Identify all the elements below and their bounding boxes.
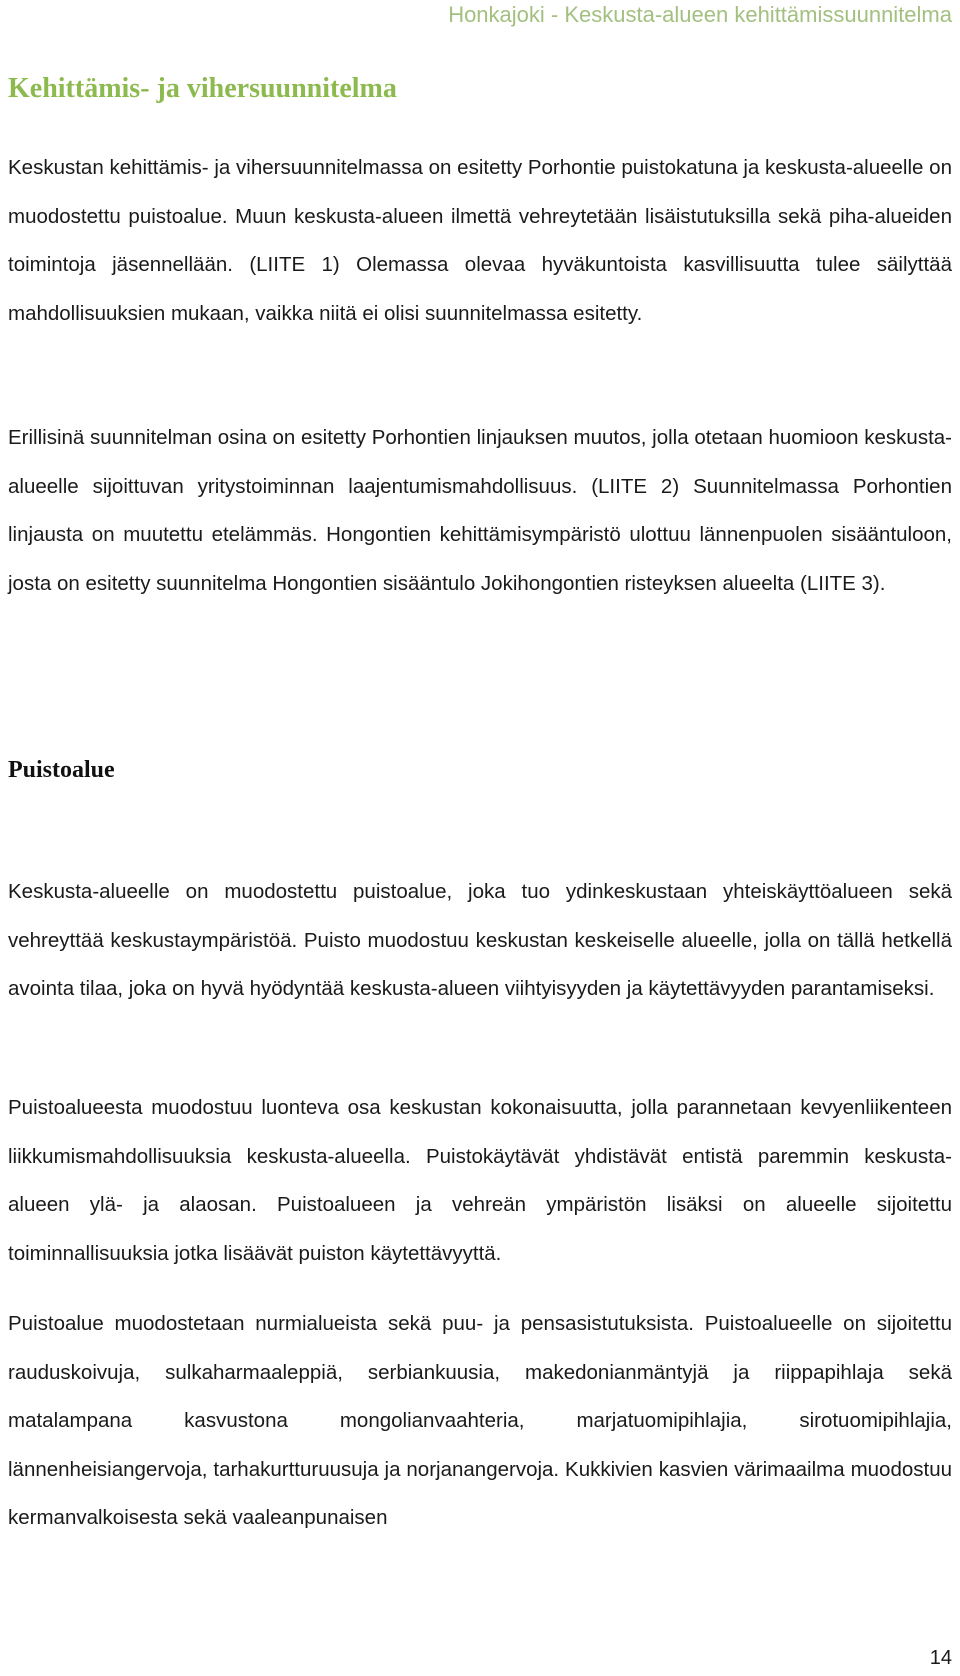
paragraph-4: Puistoalueesta muodostuu luonteva osa keskustan kokonaisuutta, jolla parannetaan kevyenliikenteen liikkumismahdollisuuksia keskusta-alueella. Puistokäytävät yhdistävät entistä paremmin keskusta-alueen ylä- ja alaosan. Puistoalueen ja vehreän ympäristön lisäksi on alueelle sijoitettu toiminnallisuuksia jotka lisäävät puiston käytettävyyttä. [8,1096,952,1265]
page-number: 14 [929,1647,952,1669]
paragraph-1: Keskustan kehittämis- ja vihersuunnitelmassa on esitetty Porhontie puistokatuna ja keskusta-alueelle on muodostettu puistoalue. Muun keskusta-alueen ilmettä vehreytetään lisäistutuksilla sekä piha-alueiden toimintoja jäsennellään. (LIITE 1) Olemassa olevaa hyväkuntoista kasvillisuutta tulee säilyttää mahdollisuuksien mukaan, vaikka niitä ei olisi suunnitelmassa esitetty. [8,156,952,325]
section-heading-puistoalue: Puistoalue [8,757,115,783]
running-header: Honkajoki - Keskusta-alueen kehittämissuunnitelma [448,2,952,27]
section-heading-kehittamis: Kehittämis- ja vihersuunnitelma [8,73,397,104]
paragraph-3: Keskusta-alueelle on muodostettu puistoalue, joka tuo ydinkeskustaan yhteiskäyttöalueen sekä vehreyttää keskustaympäristöä. Puisto muodostuu keskustan keskeiselle alueelle, jolla on tällä hetkellä avointa tilaa, joka on hyvä hyödyntää keskusta-alueen viihtyisyyden ja käytettävyyden parantamiseksi. [8,880,952,1000]
paragraph-2: Erillisinä suunnitelman osina on esitetty Porhontien linjauksen muutos, jolla otetaan huomioon keskusta-alueelle sijoittuvan yritystoiminnan laajentumismahdollisuus. (LIITE 2) Suunnitelmassa Porhontien linjausta on muutettu etelämmäs. Hongontien kehittämisympäristö ulottuu lännenpuolen sisääntuloon, josta on esitetty suunnitelma Hongontien sisääntulo Jokihongontien risteyksen alueelta (LIITE 3). [8,426,952,595]
paragraph-5: Puistoalue muodostetaan nurmialueista sekä puu- ja pensasistutuksista. Puistoalueelle on sijoitettu rauduskoivuja, sulkaharmaaleppiä, serbiankuusia, makedonianmäntyjä ja riippapihlaja sekä matalampana kasvustona mongolianvaahteria, marjatuomipihlajia, sirotuomipihlajia, lännenheisiangervoja, tarhakurtturuusuja ja norjanangervoja. Kukkivien kasvien värimaailma muodostuu kermanvalkoisesta sekä vaaleanpunaisen [8,1312,952,1529]
